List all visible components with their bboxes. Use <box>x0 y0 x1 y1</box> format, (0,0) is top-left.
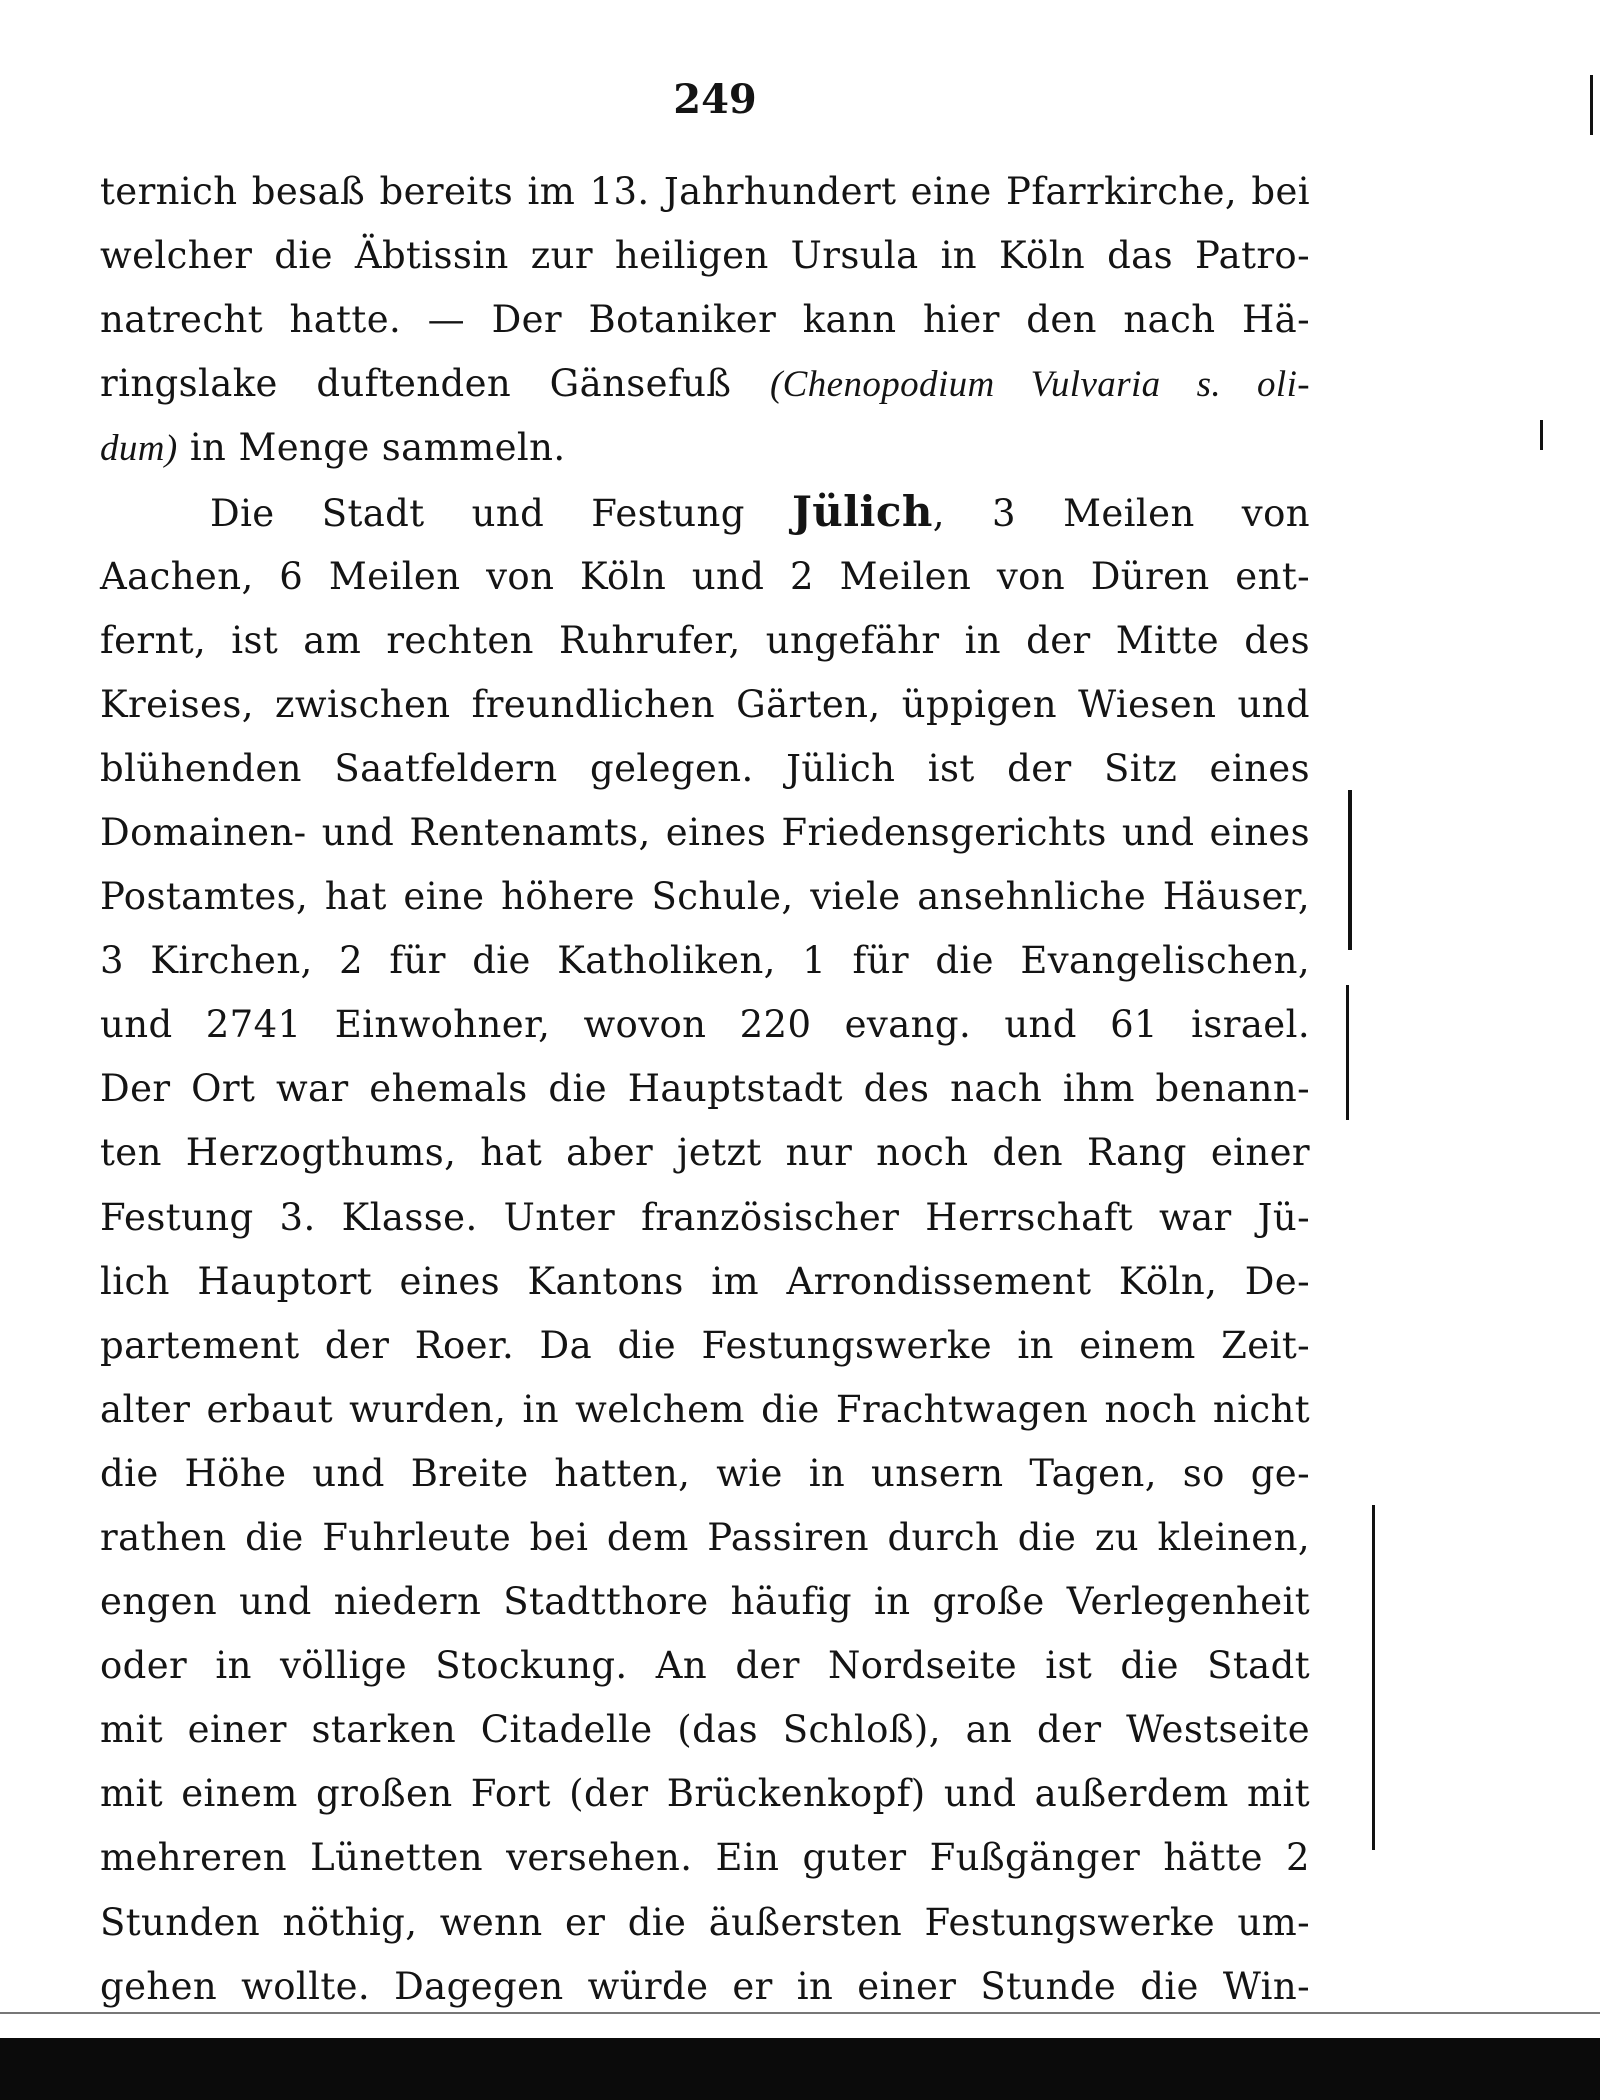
page-number: 249 <box>673 76 757 123</box>
text-segment: , 3 Meilen von <box>932 492 1310 536</box>
text-line: Der Ort war ehemals die Hauptstadt des nach ihm benann- <box>100 1067 1310 1111</box>
text-line: Festung 3. Klasse. Unter französischer Herrschaft war Jü- <box>100 1195 1310 1239</box>
text-line <box>100 416 1310 480</box>
margin-line <box>1348 790 1352 950</box>
text-line: und 2741 Einwohner, wovon 220 evang. und 61 israel. <box>100 1003 1310 1047</box>
text-line: engen und niedern Stadtthore häufig in große Verlegenheit <box>100 1580 1310 1624</box>
text-line <box>100 480 1310 544</box>
text-line: mit einer starken Citadelle (das Schloß), an der Westseite <box>100 1708 1310 1752</box>
text-line: mehreren Lünetten versehen. Ein guter Fußgänger hätte 2 <box>100 1836 1310 1880</box>
latin-name: dum) <box>100 428 178 470</box>
scan-bar <box>0 2038 1600 2100</box>
margin-line <box>1372 1505 1375 1850</box>
text-line: ten Herzogthums, hat aber jetzt nur noch den Rang einer <box>100 1131 1310 1175</box>
margin-line <box>1590 75 1593 135</box>
text-segment: Die Stadt und Festung <box>210 492 792 536</box>
text-line: partement der Roer. Da die Festungswerke in einem Zeit- <box>100 1323 1310 1367</box>
text-segment: ringslake duftenden Gänsefuß <box>100 362 770 406</box>
scan-edge <box>0 2012 1600 2014</box>
text-line: ternich besaß bereits im 13. Jahrhundert eine Pfarrkirche, bei <box>100 170 1310 213</box>
text-line: blühenden Saatfeldern gelegen. Jülich ist der Sitz eines <box>100 746 1310 790</box>
text-line: Postamtes, hat eine höhere Schule, viele ansehnliche Häuser, <box>100 875 1310 919</box>
text-line: lich Hauptort eines Kantons im Arrondissement Köln, De- <box>100 1259 1310 1303</box>
text-line: alter erbaut wurden, in welchem die Frachtwagen noch nicht <box>100 1387 1310 1431</box>
latin-name: (Chenopodium Vulvaria s. oli- <box>769 364 1310 406</box>
text-line <box>100 352 1310 416</box>
text-line: rathen die Fuhrleute bei dem Passiren durch die zu kleinen, <box>100 1515 1310 1559</box>
body-text <box>100 160 1310 2019</box>
text-line: Kreises, zwischen freundlichen Gärten, üppigen Wiesen und <box>100 682 1310 726</box>
margin-line <box>1540 420 1543 450</box>
text-line: Stunden nöthig, wenn er die äußersten Festungswerke um- <box>100 1900 1310 1944</box>
text-line: Aachen, 6 Meilen von Köln und 2 Meilen von Düren ent- <box>100 554 1310 598</box>
text-line: natrecht hatte. — Der Botaniker kann hier den nach Hä- <box>100 298 1310 342</box>
margin-line <box>1346 985 1349 1120</box>
text-line: welcher die Äbtissin zur heiligen Ursula in Köln das Patro- <box>100 234 1310 278</box>
text-line: die Höhe und Breite hatten, wie in unsern Tagen, so ge- <box>100 1451 1310 1495</box>
text-line: oder in völlige Stockung. An der Nordseite ist die Stadt <box>100 1644 1310 1688</box>
text-line: fernt, ist am rechten Ruhrufer, ungefähr in der Mitte des <box>100 618 1310 662</box>
text-segment: in Menge sammeln. <box>177 426 566 470</box>
text-line: 3 Kirchen, 2 für die Katholiken, 1 für die Evangelischen, <box>100 939 1310 983</box>
text-line: mit einem großen Fort (der Brückenkopf) und außerdem mit <box>100 1772 1310 1816</box>
place-name: Jülich <box>791 487 933 537</box>
text-line: gehen wollte. Dagegen würde er in einer Stunde die Win- <box>100 1964 1310 2008</box>
text-line: Domainen- und Rentenamts, eines Friedensgerichts und eines <box>100 810 1310 854</box>
